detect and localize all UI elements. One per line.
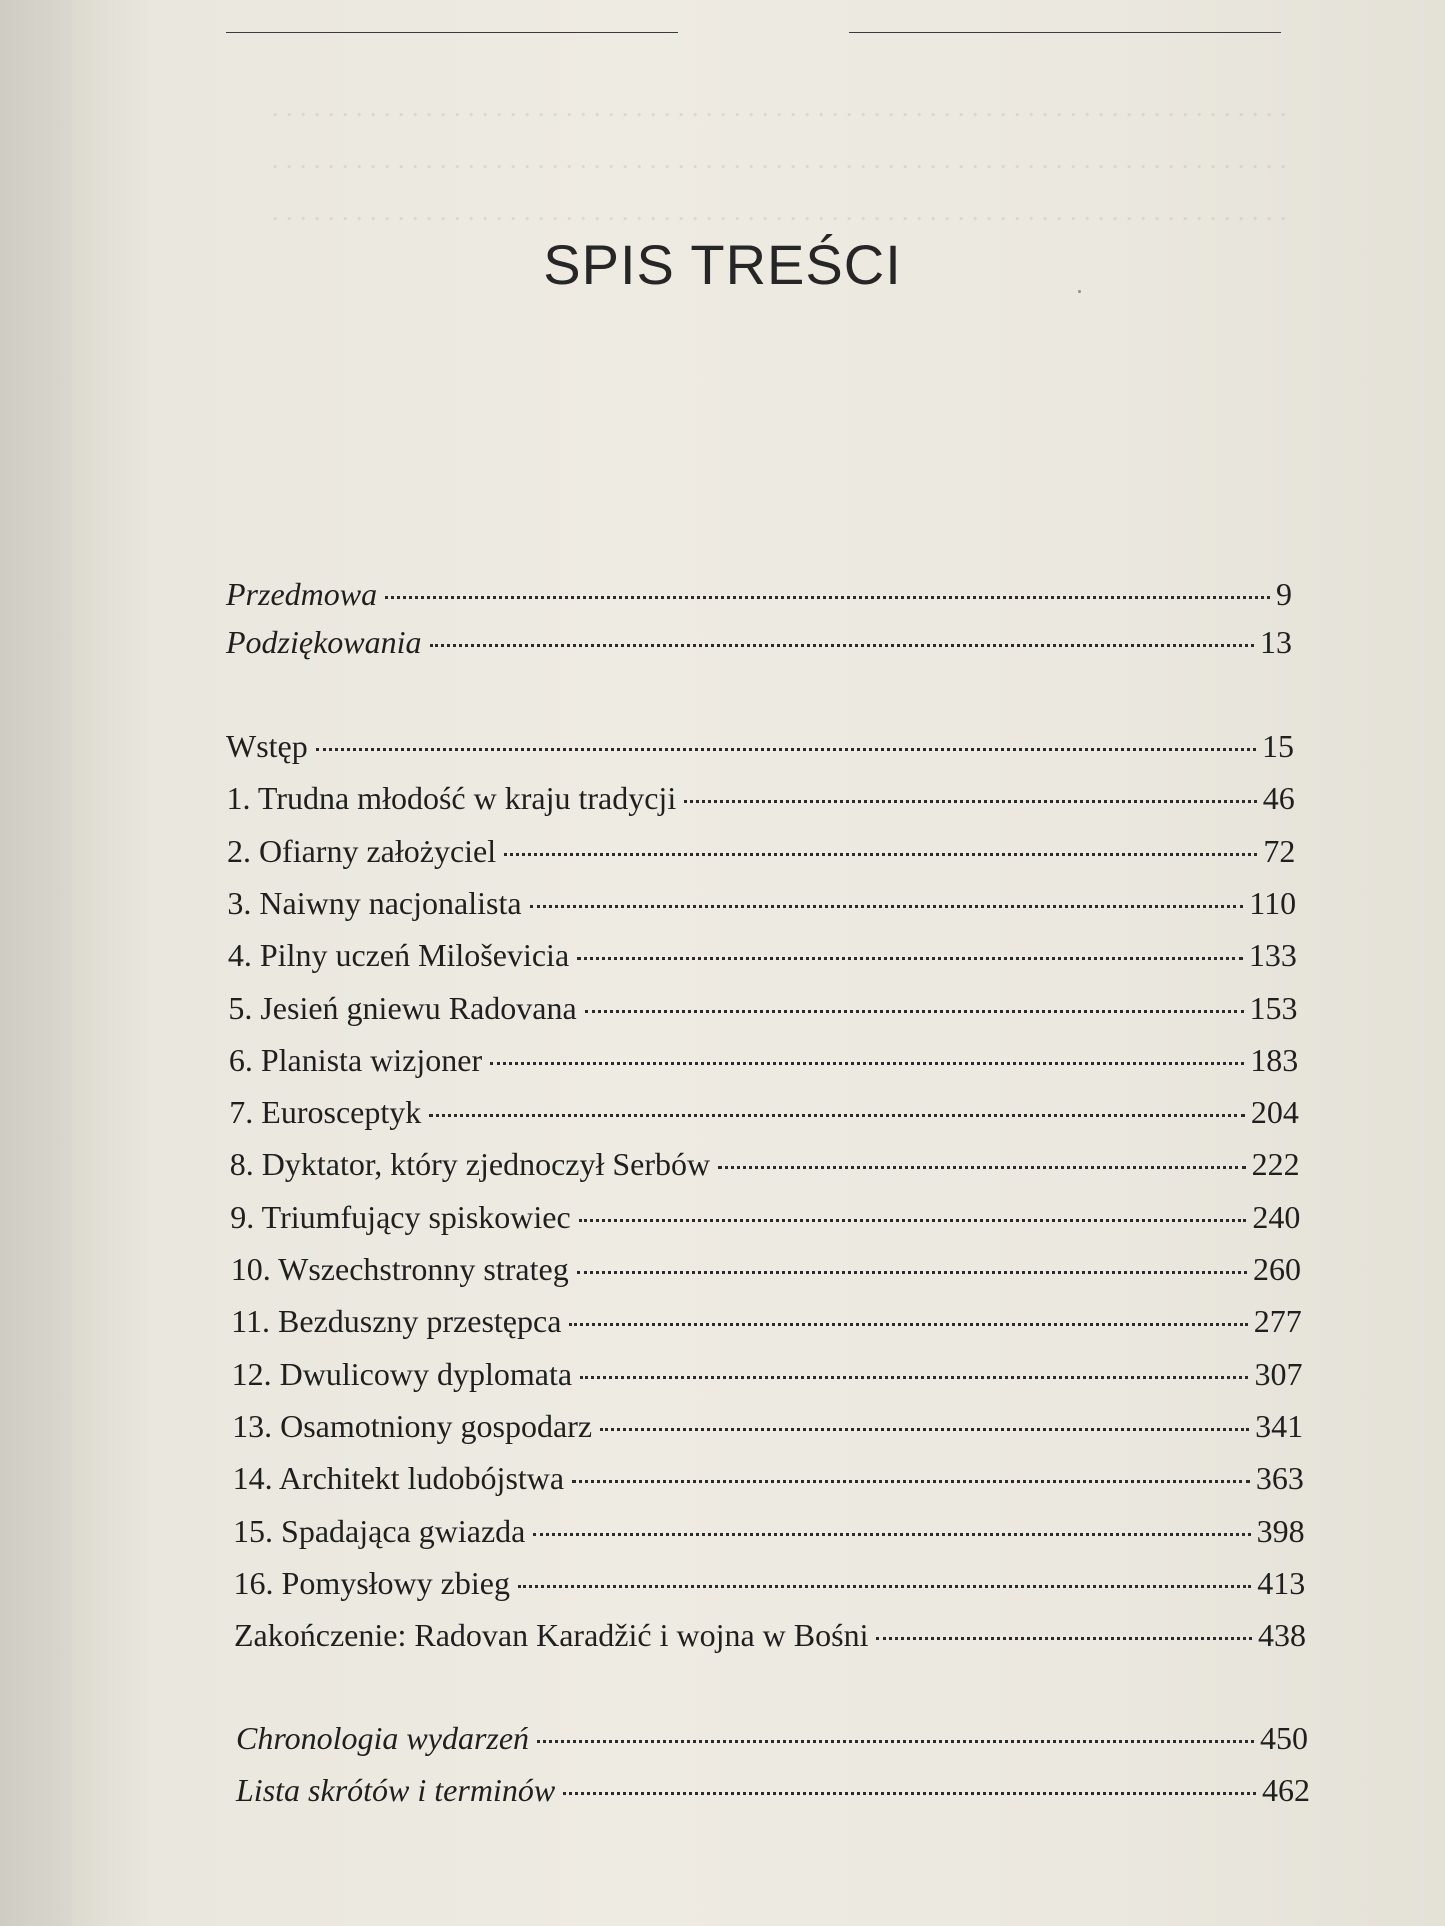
toc-entry bbox=[226, 728, 1294, 776]
toc-entry-title: 11. Bezduszny przestępca bbox=[231, 1303, 562, 1340]
toc-leader-dots bbox=[876, 1636, 1252, 1640]
toc-page-number: 204 bbox=[1250, 1094, 1299, 1131]
toc-entry bbox=[229, 1094, 1299, 1142]
toc-page-number: 450 bbox=[1260, 1720, 1308, 1756]
toc-leader-dots bbox=[385, 595, 1270, 599]
toc-leader-dots bbox=[572, 1479, 1250, 1483]
toc-entry-title: 2. Ofiarny założyciel bbox=[226, 832, 497, 869]
page-title: SPIS TREŚCI bbox=[543, 233, 902, 296]
toc-entry-title: 9. Triumfujący spiskowiec bbox=[230, 1198, 571, 1235]
toc-leader-dots bbox=[577, 1270, 1247, 1274]
toc-page-number: 222 bbox=[1251, 1146, 1300, 1183]
toc-entry bbox=[227, 833, 1295, 881]
toc-entry bbox=[233, 1513, 1305, 1561]
toc-leader-dots bbox=[718, 1165, 1246, 1169]
toc-page-number: 277 bbox=[1253, 1303, 1302, 1340]
toc-leader-dots bbox=[569, 1322, 1247, 1326]
toc-entry bbox=[226, 624, 1292, 672]
toc-entry-title: 12. Dwulicowy dyplomata bbox=[231, 1355, 573, 1392]
toc-entry-title: Lista skrótów i terminów bbox=[236, 1772, 556, 1809]
toc-page-number: 153 bbox=[1249, 989, 1298, 1026]
toc-page-number: 46 bbox=[1262, 780, 1295, 817]
toc-leader-dots bbox=[577, 956, 1243, 960]
toc-entry-title: 15. Spadająca gwiazda bbox=[233, 1512, 526, 1549]
toc-entry bbox=[229, 1042, 1298, 1090]
toc-entry bbox=[236, 1772, 1310, 1820]
toc-page-number: 398 bbox=[1256, 1512, 1305, 1549]
toc-leader-dots bbox=[530, 904, 1244, 908]
show-through-text: . . . . . . . . . . . . . . . . . . . . . . . . . . . . . . . . . . . . . . . . . . . . . . . . . . . . . . . . . . . . . . . . . . . . . . . . . bbox=[271, 196, 1286, 227]
toc-leader-dots bbox=[600, 1427, 1249, 1431]
toc-page-number: 462 bbox=[1262, 1772, 1310, 1809]
toc-page-number: 307 bbox=[1254, 1355, 1303, 1392]
toc-entry-title: 5. Jesień gniewu Radovana bbox=[228, 989, 577, 1026]
toc-entry-title: 4. Pilny uczeń Miloševicia bbox=[227, 937, 570, 974]
toc-page-number: 183 bbox=[1250, 1041, 1299, 1078]
toc-entry-title: 8. Dyktator, który zjednoczył Serbów bbox=[229, 1146, 711, 1183]
toc-entry-title: 7. Eurosceptyk bbox=[229, 1094, 422, 1131]
toc-leader-dots bbox=[585, 1009, 1244, 1013]
toc-entry-title: Podziękowania bbox=[226, 624, 422, 660]
toc-entry bbox=[228, 937, 1297, 985]
toc-entry bbox=[226, 780, 1294, 828]
toc-entry bbox=[234, 1617, 1306, 1665]
toc-page-number: 110 bbox=[1249, 884, 1297, 921]
toc-entry-title: Wstęp bbox=[226, 728, 308, 764]
toc-leader-dots bbox=[518, 1584, 1251, 1588]
toc-entry-title: 3. Naiwny nacjonalista bbox=[227, 884, 522, 921]
toc-page-number: 240 bbox=[1252, 1198, 1301, 1235]
toc-entry bbox=[230, 1199, 1300, 1247]
toc-leader-dots bbox=[533, 1532, 1250, 1536]
toc-entry-title: 13. Osamotniony gospodarz bbox=[232, 1407, 593, 1444]
toc-entry bbox=[231, 1303, 1302, 1351]
toc-page-number: 260 bbox=[1253, 1251, 1302, 1287]
toc-page-number: 72 bbox=[1263, 832, 1296, 869]
toc-page-number: 363 bbox=[1255, 1460, 1304, 1497]
toc-leader-dots bbox=[430, 643, 1254, 647]
toc-page-number: 413 bbox=[1257, 1564, 1306, 1601]
toc-entry bbox=[236, 1720, 1308, 1768]
toc-leader-dots bbox=[579, 1218, 1247, 1222]
toc-leader-dots bbox=[429, 1113, 1245, 1117]
toc-entry bbox=[232, 1408, 1303, 1456]
show-through-text: . . . . . . . . . . . . . . . . . . . . . . . . . . . . . . . . . . . . . . . . . . . . . . . . . . . . . . . . . . . . . . . . . . . . . . . . . bbox=[271, 144, 1286, 175]
toc-page-number: 15 bbox=[1262, 728, 1294, 764]
toc-entry bbox=[228, 990, 1297, 1038]
toc-entry-title: 1. Trudna młodość w kraju tradycji bbox=[226, 780, 677, 817]
toc-leader-dots bbox=[490, 1061, 1244, 1065]
toc-entry-title: 16. Pomysłowy zbieg bbox=[233, 1564, 510, 1601]
toc-entry-title: 6. Planista wizjoner bbox=[228, 1041, 483, 1078]
toc-page-number: 13 bbox=[1260, 624, 1292, 660]
toc-entry-title: Przedmowa bbox=[226, 576, 378, 612]
toc-entry-title: 14. Architekt ludobójstwa bbox=[232, 1460, 565, 1497]
toc-page-number: 133 bbox=[1248, 937, 1297, 974]
toc-leader-dots bbox=[504, 852, 1257, 856]
toc-page-number: 341 bbox=[1255, 1407, 1304, 1444]
toc-entry-title: 10. Wszechstronny strateg bbox=[230, 1251, 569, 1287]
toc-entry bbox=[227, 885, 1296, 933]
toc-leader-dots bbox=[684, 799, 1257, 803]
toc-leader-dots bbox=[580, 1375, 1248, 1379]
toc-entry-title: Zakończenie: Radovan Karadžić i wojna w Bośni bbox=[234, 1617, 869, 1654]
toc-entry bbox=[232, 1356, 1303, 1404]
toc-page-number: 9 bbox=[1276, 576, 1292, 612]
toc-entry bbox=[233, 1460, 1304, 1508]
toc-entry bbox=[231, 1251, 1301, 1299]
toc-leader-dots bbox=[563, 1791, 1256, 1795]
toc-entry-title: Chronologia wydarzeń bbox=[236, 1720, 530, 1756]
toc-page-number: 438 bbox=[1258, 1617, 1306, 1654]
toc-entry bbox=[234, 1565, 1306, 1613]
toc-entry bbox=[226, 576, 1292, 624]
toc-leader-dots bbox=[316, 747, 1256, 751]
toc-entry bbox=[230, 1146, 1300, 1194]
toc-leader-dots bbox=[537, 1739, 1254, 1743]
show-through-text: . . . . . . . . . . . . . . . . . . . . . . . . . . . . . . . . . . . . . . . . . . . . . . . . . . . . . . . . . . . . . . . . . . . . . . . . . bbox=[271, 92, 1286, 123]
